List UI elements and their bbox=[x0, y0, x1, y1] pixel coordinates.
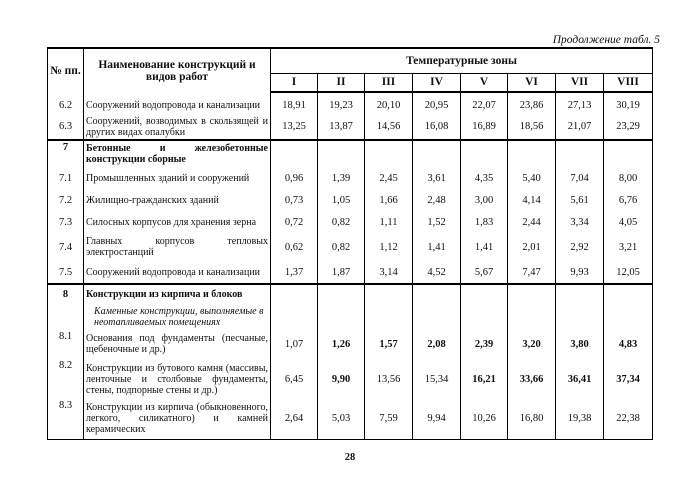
table-row bbox=[48, 96, 653, 114]
cell-value: 16,08 bbox=[413, 114, 461, 140]
table-row bbox=[48, 329, 653, 359]
header-zone-6: VI bbox=[508, 73, 556, 92]
cell-value: 1,57 bbox=[365, 329, 413, 359]
row-name: Главных корпусов тепловых электростанций bbox=[84, 233, 271, 261]
row-number: 8.2 bbox=[48, 359, 84, 399]
cell-value: 4,83 bbox=[604, 329, 653, 359]
section-row-8 bbox=[48, 284, 653, 304]
header-zone-7: VII bbox=[556, 73, 604, 92]
cell-value: 0,82 bbox=[318, 211, 365, 233]
row-name: Сооружений водопровода и канализации bbox=[84, 96, 271, 114]
cell-value: 15,34 bbox=[413, 359, 461, 399]
cell-value: 5,61 bbox=[556, 189, 604, 211]
cell-value: 6,76 bbox=[604, 189, 653, 211]
cell-value: 0,72 bbox=[271, 211, 318, 233]
row-name: Силосных корпусов для хранения зерна bbox=[84, 211, 271, 233]
page-number: 28 bbox=[344, 452, 356, 463]
cell-value: 1,12 bbox=[365, 233, 413, 261]
cell-value: 4,52 bbox=[413, 261, 461, 284]
cell-value: 33,66 bbox=[508, 359, 556, 399]
row-number: 8.3 bbox=[48, 399, 84, 439]
table-row bbox=[48, 399, 653, 439]
cell-value: 1,41 bbox=[413, 233, 461, 261]
header-number: № пп. bbox=[48, 48, 84, 92]
cell-value: 30,19 bbox=[604, 96, 653, 114]
cell-value: 4,05 bbox=[604, 211, 653, 233]
header-zone-2: II bbox=[318, 73, 365, 92]
row-name: Конструкции из бутового камня (массивы, ленточные и столбовые фундаменты, стены, подпорные стены и др.) bbox=[84, 359, 271, 399]
table-row bbox=[48, 233, 653, 261]
table-row bbox=[48, 114, 653, 140]
row-number: 6.3 bbox=[48, 114, 84, 140]
cell-value: 1,52 bbox=[413, 211, 461, 233]
header-zone-8: VIII bbox=[604, 73, 653, 92]
cell-value: 2,64 bbox=[271, 399, 318, 439]
cell-value: 18,56 bbox=[508, 114, 556, 140]
cell-value: 16,89 bbox=[461, 114, 508, 140]
cell-value: 1,37 bbox=[271, 261, 318, 284]
cell-value: 0,82 bbox=[318, 233, 365, 261]
header-zone-4: IV bbox=[413, 73, 461, 92]
cell-value: 23,29 bbox=[604, 114, 653, 140]
cell-value: 9,94 bbox=[413, 399, 461, 439]
section-title: Конструкции из кирпича и блоков bbox=[84, 284, 271, 304]
cell-value: 1,87 bbox=[318, 261, 365, 284]
cell-value: 2,45 bbox=[365, 167, 413, 189]
cell-value: 1,41 bbox=[461, 233, 508, 261]
cell-value: 1,39 bbox=[318, 167, 365, 189]
section-title: Бетонные и железобетонные конструкции сборные bbox=[84, 140, 271, 167]
cell-value: 4,14 bbox=[508, 189, 556, 211]
cell-value: 2,44 bbox=[508, 211, 556, 233]
cell-value: 5,67 bbox=[461, 261, 508, 284]
cell-value: 1,83 bbox=[461, 211, 508, 233]
row-number: 7.5 bbox=[48, 261, 84, 284]
cell-value: 13,87 bbox=[318, 114, 365, 140]
cell-value: 23,86 bbox=[508, 96, 556, 114]
cell-value: 2,01 bbox=[508, 233, 556, 261]
cell-value: 20,95 bbox=[413, 96, 461, 114]
header-zones-title: Температурные зоны bbox=[271, 48, 653, 73]
cell-value: 5,40 bbox=[508, 167, 556, 189]
header-zone-1: I bbox=[271, 73, 318, 92]
cell-value: 7,59 bbox=[365, 399, 413, 439]
cell-value: 2,08 bbox=[413, 329, 461, 359]
cell-value: 3,61 bbox=[413, 167, 461, 189]
row-name: Основания под фундаменты (песчаные, щебеночные и др.) bbox=[84, 329, 271, 359]
cell-value: 19,38 bbox=[556, 399, 604, 439]
cell-value: 6,45 bbox=[271, 359, 318, 399]
cell-value: 1,11 bbox=[365, 211, 413, 233]
cell-value: 16,80 bbox=[508, 399, 556, 439]
row-number: 7.1 bbox=[48, 167, 84, 189]
cell-value: 10,26 bbox=[461, 399, 508, 439]
cell-value: 12,05 bbox=[604, 261, 653, 284]
cell-value: 2,39 bbox=[461, 329, 508, 359]
header-zone-3: III bbox=[365, 73, 413, 92]
cell-value: 22,38 bbox=[604, 399, 653, 439]
cell-value: 9,90 bbox=[318, 359, 365, 399]
cell-value: 3,00 bbox=[461, 189, 508, 211]
cell-value: 1,07 bbox=[271, 329, 318, 359]
cell-value: 7,47 bbox=[508, 261, 556, 284]
table-row bbox=[48, 167, 653, 189]
cell-value: 2,92 bbox=[556, 233, 604, 261]
cell-value: 3,34 bbox=[556, 211, 604, 233]
cell-value: 9,93 bbox=[556, 261, 604, 284]
row-name: Промышленных зданий и сооружений bbox=[84, 167, 271, 189]
section-number: 8 bbox=[48, 284, 84, 304]
cell-value: 37,34 bbox=[604, 359, 653, 399]
row-number: 8.1 bbox=[48, 329, 84, 359]
section-number: 7 bbox=[48, 140, 84, 167]
row-name: Сооружений водопровода и канализации bbox=[84, 261, 271, 284]
cell-value: 1,05 bbox=[318, 189, 365, 211]
cell-value: 21,07 bbox=[556, 114, 604, 140]
row-number: 7.2 bbox=[48, 189, 84, 211]
cell-value: 19,23 bbox=[318, 96, 365, 114]
cell-value: 36,41 bbox=[556, 359, 604, 399]
cell-value: 22,07 bbox=[461, 96, 508, 114]
cell-value: 3,14 bbox=[365, 261, 413, 284]
cell-value: 3,21 bbox=[604, 233, 653, 261]
cell-value: 0,96 bbox=[271, 167, 318, 189]
cell-value: 18,91 bbox=[271, 96, 318, 114]
cell-value: 27,13 bbox=[556, 96, 604, 114]
table-row bbox=[48, 211, 653, 233]
header-name: Наименование конструкций и видов работ bbox=[84, 48, 271, 92]
row-name: Конструкции из кирпича (обыкновенного, легкого, силикатного) и камней керамических bbox=[84, 399, 271, 439]
cell-value: 2,48 bbox=[413, 189, 461, 211]
row-number: 6.2 bbox=[48, 96, 84, 114]
cell-value: 0,73 bbox=[271, 189, 318, 211]
header-zone-5: V bbox=[461, 73, 508, 92]
section-row-7 bbox=[48, 140, 653, 167]
cell-value: 4,35 bbox=[461, 167, 508, 189]
subsection-row bbox=[48, 304, 653, 329]
cell-value: 0,62 bbox=[271, 233, 318, 261]
cell-value: 13,56 bbox=[365, 359, 413, 399]
cell-value: 8,00 bbox=[604, 167, 653, 189]
cell-value: 7,04 bbox=[556, 167, 604, 189]
cell-value: 20,10 bbox=[365, 96, 413, 114]
row-number: 7.3 bbox=[48, 211, 84, 233]
row-name: Жилищно-гражданских зданий bbox=[84, 189, 271, 211]
subsection-title: Каменные конструкции, выполняемые в неотапливаемых помещениях bbox=[84, 304, 271, 329]
cell-value: 13,25 bbox=[271, 114, 318, 140]
cell-value: 1,66 bbox=[365, 189, 413, 211]
row-name: Сооружений, возводимых в скользящей и других видах опалубки bbox=[84, 114, 271, 140]
row-number: 7.4 bbox=[48, 233, 84, 261]
cell-value: 3,80 bbox=[556, 329, 604, 359]
cell-value: 14,56 bbox=[365, 114, 413, 140]
table-row bbox=[48, 189, 653, 211]
table-row bbox=[48, 359, 653, 399]
temperature-zones-table bbox=[47, 47, 653, 440]
table-row bbox=[48, 261, 653, 284]
cell-value: 5,03 bbox=[318, 399, 365, 439]
table-continuation-label: Продолжение табл. 5 bbox=[552, 34, 660, 46]
cell-value: 3,20 bbox=[508, 329, 556, 359]
cell-value: 16,21 bbox=[461, 359, 508, 399]
cell-value: 1,26 bbox=[318, 329, 365, 359]
